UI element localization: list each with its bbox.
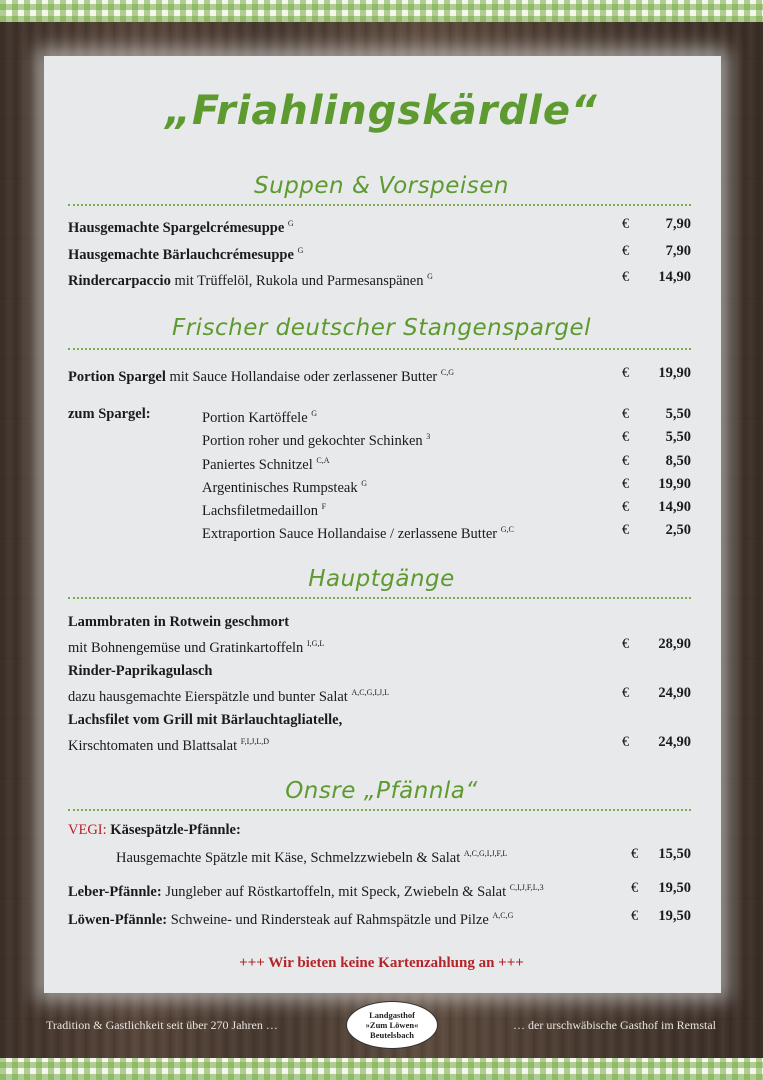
menu-item [68, 731, 691, 753]
currency-symbol: € [622, 499, 630, 515]
menu-item: Portion Spargel mit Sauce Hollandaise oder zerlassener Butter $^{C,G}$ € 19,90 [68, 362, 691, 384]
item-name: Portion Spargel [68, 369, 166, 385]
currency-symbol: € [631, 846, 639, 862]
menu-item [68, 682, 691, 704]
allergen-codes: G [427, 272, 433, 281]
item-price: 24,90 [658, 734, 691, 750]
section-heading-hauptgaenge: Hauptgänge [308, 566, 455, 592]
item-price: 19,90 [658, 365, 691, 381]
menu-item-title [68, 660, 691, 682]
item-name: Hausgemachte Bärlauchcrémesuppe [68, 247, 294, 263]
logo-line: Landgasthof [369, 1010, 415, 1020]
item-description: dazu hausgemachte Eierspätzle und bunter Salat [68, 689, 348, 705]
zum-spargel-label: zum Spargel: [68, 406, 151, 422]
item-name: Portion roher und gekochter Schinken [202, 433, 423, 449]
dotted-divider [68, 809, 691, 811]
footer-tagline-left: Tradition & Gastlichkeit seit über 270 Jahren … [46, 1018, 278, 1032]
item-name: Lachsfilet vom Grill mit Bärlauchtagliatelle, [68, 712, 343, 728]
currency-symbol: € [622, 734, 630, 750]
item-price: 19,50 [658, 880, 691, 896]
item-price: 24,90 [658, 685, 691, 701]
item-price: 28,90 [658, 636, 691, 652]
allergen-codes: F [321, 502, 327, 511]
item-name: Argentinisches Rumpsteak [202, 480, 358, 496]
currency-symbol: € [622, 453, 630, 469]
currency-symbol: € [622, 243, 630, 259]
vegi-label: VEGI: [68, 822, 107, 838]
menu-item [68, 240, 691, 262]
logo-line: Beutelsbach [370, 1030, 414, 1040]
menu-item: Rindercarpaccio mit Trüffelöl, Rukola und Parmesanspänen $^G$ € 14,90 [68, 266, 691, 288]
currency-symbol: € [622, 216, 630, 232]
footer-tagline-right: … der urschwäbische Gasthof im Remstal [513, 1018, 716, 1032]
gingham-border-bottom [0, 1058, 763, 1080]
item-description: mit Bohnengemüse und Gratinkartoffeln [68, 640, 304, 656]
menu-item [68, 426, 691, 448]
dotted-divider [68, 204, 691, 206]
allergen-codes: G [361, 479, 367, 488]
allergen-codes: G [311, 409, 318, 418]
menu-item [68, 450, 691, 472]
currency-symbol: € [622, 365, 630, 381]
restaurant-logo [346, 1001, 438, 1049]
item-price: 7,90 [665, 216, 691, 232]
currency-symbol: € [622, 685, 630, 701]
menu-item: Löwen-Pfännle: Schweine- und Rindersteak auf Rahmspätzle und Pilze $^{A,C,G}$ € 19,50 [68, 905, 691, 927]
item-price: 5,50 [665, 429, 691, 445]
item-price: 5,50 [665, 406, 691, 422]
item-name: Paniertes Schnitzel [202, 457, 313, 473]
menu-item [68, 519, 691, 541]
currency-symbol: € [622, 269, 630, 285]
item-name: Hausgemachte Spargelcrémesuppe [68, 220, 285, 236]
item-name: Lammbraten in Rotwein geschmort [68, 614, 290, 630]
payment-notice: +++ Wir bieten keine Kartenzahlung an +++ [239, 955, 524, 971]
item-name: Portion Kartöffele [202, 410, 308, 426]
item-name: Extraportion Sauce Hollandaise / zerlassene Butter [202, 526, 498, 542]
allergen-codes: F,I,J,L,D [240, 737, 270, 746]
item-price: 19,50 [658, 908, 691, 924]
section-heading-spargel: Frischer deutscher Stangenspargel [171, 315, 592, 341]
menu-item [68, 213, 691, 235]
item-name: Rinder-Paprikagulasch [68, 663, 213, 679]
item-price: 8,50 [665, 453, 691, 469]
menu-title: „Friahlingskärdle“ [165, 88, 598, 134]
allergen-codes: C,I,J,F,L,3 [509, 883, 544, 892]
allergen-codes: C,A [316, 456, 330, 465]
item-price: 7,90 [665, 243, 691, 259]
allergen-codes: A,C,G,I,J,F,L [463, 849, 508, 858]
currency-symbol: € [622, 476, 630, 492]
menu-item-title [68, 611, 691, 633]
item-name: Lachsfiletmedaillon [202, 503, 318, 519]
menu-item [68, 633, 691, 655]
item-name: Käsespätzle-Pfännle: [110, 822, 241, 838]
item-description: Kirschtomaten und Blattsalat [68, 738, 238, 754]
menu-item-title [68, 819, 691, 841]
item-price: 2,50 [665, 522, 691, 538]
currency-symbol: € [622, 522, 630, 538]
gingham-border-top [0, 0, 763, 22]
item-price: 14,90 [658, 499, 691, 515]
currency-symbol: € [631, 908, 639, 924]
item-price: 19,90 [658, 476, 691, 492]
item-price: 15,50 [658, 846, 691, 862]
allergen-codes: A,C,G [492, 911, 514, 920]
logo-line: »Zum Löwen« [365, 1020, 419, 1030]
currency-symbol: € [631, 880, 639, 896]
dotted-divider [68, 597, 691, 599]
item-name: Leber-Pfännle: [68, 884, 162, 900]
allergen-codes: I,G,L [306, 639, 325, 648]
currency-symbol: € [622, 636, 630, 652]
item-description: Hausgemachte Spätzle mit Käse, Schmelzzwiebeln & Salat [116, 850, 461, 866]
allergen-codes: G [287, 219, 294, 228]
currency-symbol: € [622, 429, 630, 445]
menu-item: Leber-Pfännle: Jungleber auf Röstkartoffeln, mit Speck, Zwiebeln & Salat $^{C,I,J,F,L,3}$ € 19,50 [68, 877, 691, 899]
menu-item [68, 403, 691, 425]
menu-item [68, 473, 691, 495]
allergen-codes: C,G [440, 368, 454, 377]
item-name: Löwen-Pfännle: [68, 912, 168, 928]
menu-item [68, 843, 691, 865]
menu-item-title [68, 709, 691, 731]
item-name: Rindercarpaccio [68, 273, 171, 289]
dotted-divider [68, 348, 691, 350]
section-heading-suppen: Suppen & Vorspeisen [254, 173, 509, 199]
allergen-codes: G [297, 246, 304, 255]
allergen-codes: 3 [426, 432, 431, 441]
allergen-codes: G,C [500, 525, 514, 534]
section-heading-pfaennla: Onsre „Pfännla“ [285, 778, 478, 804]
currency-symbol: € [622, 406, 630, 422]
item-price: 14,90 [658, 269, 691, 285]
menu-item [68, 496, 691, 518]
allergen-codes: A,C,G,I,J,L [351, 688, 390, 697]
